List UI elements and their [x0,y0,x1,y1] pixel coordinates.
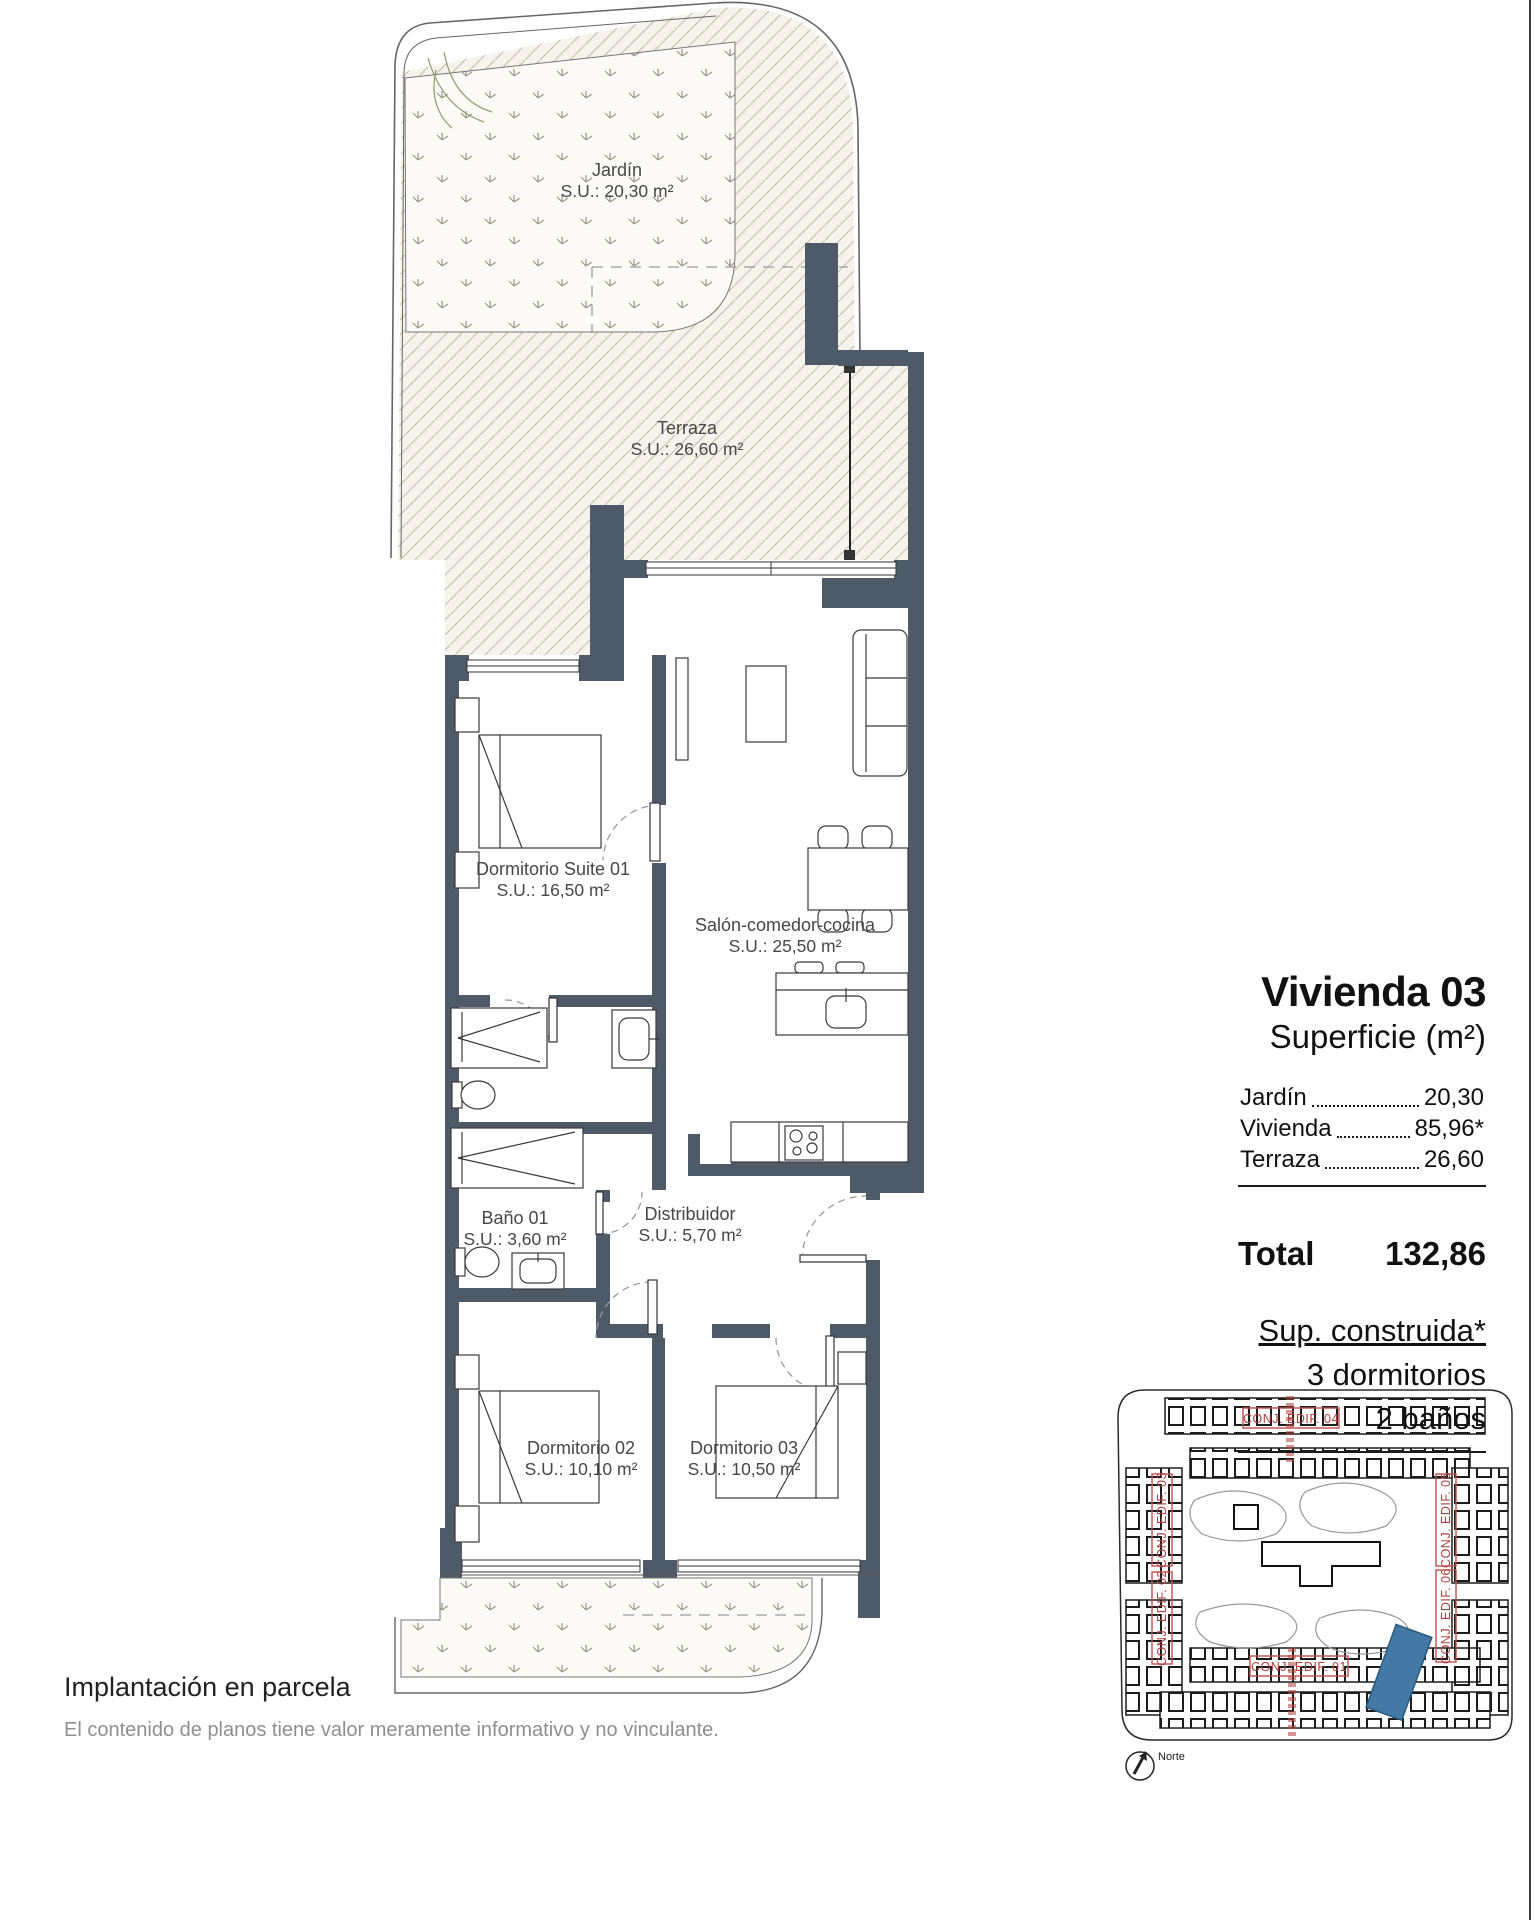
toilet-suite-icon [452,1081,495,1109]
label-distribuidor-area: S.U.: 5,70 m² [638,1225,742,1245]
siteplan-caption: Implantación en parcela [64,1672,351,1702]
label-salon-area: S.U.: 25,50 m² [728,936,842,956]
toilet-bano-icon [455,1247,499,1277]
svg-text:Norte: Norte [1158,1751,1185,1763]
bathtub-icon [612,1010,660,1068]
label-terraza: Terraza [656,418,718,438]
north-arrow-icon [1126,1751,1185,1780]
surface-row-label: Terraza [1240,1146,1321,1173]
kitchen-island-icon [776,962,908,1035]
label-dorm2: Dormitorio 02 [526,1438,636,1458]
coffee-table-icon [746,666,786,742]
sofa-icon [853,630,907,776]
sheet-border-line [1529,0,1531,1920]
label-dorm3: Dormitorio 03 [689,1438,799,1458]
wardrobe-suite-icon [451,1008,547,1068]
surface-row-jardin [1240,1082,1484,1113]
label-dorm3-area: S.U.: 10,50 m² [687,1459,801,1479]
label-dorm2-area: S.U.: 10,10 m² [524,1459,638,1479]
kitchen-counter-icon [731,1122,908,1162]
label-suite: Dormitorio Suite 01 [475,859,631,879]
surface-row-value: 85,96* [1414,1115,1484,1142]
site-label-edif06: CONJ. EDIF. 06 [1439,1568,1453,1664]
built-surface-note: Sup. construida* [1258,1313,1486,1348]
label-suite-area: S.U.: 16,50 m² [496,880,610,900]
site-label-edif04: CONJ. EDIF. 04 [1243,1412,1339,1426]
site-label-edif03: CONJ. EDIF. 03 [1155,1472,1169,1568]
dotted-leader [1325,1167,1419,1169]
footer-captions [64,1672,719,1742]
summary-panel [1238,968,1486,1453]
wardrobe-bano-icon [451,1128,583,1188]
label-jardin-area: S.U.: 20,30 m² [560,181,674,201]
label-salon: Salón-comedor-cocina [694,915,876,935]
surface-row-terraza [1240,1144,1484,1175]
surface-row-label: Vivienda [1240,1115,1332,1142]
baths-count: 2 baños [1238,1401,1486,1453]
site-label-edif01: CONJ. EDIF. 01 [1251,1660,1347,1674]
surface-row-value: 26,60 [1423,1146,1484,1173]
surface-row-vivienda [1240,1113,1484,1144]
surface-list [1238,1082,1486,1187]
site-label-edif05: CONJ. EDIF. 05 [1439,1472,1453,1568]
label-distribuidor: Distribuidor [644,1204,736,1224]
dotted-leader [1337,1136,1410,1138]
label-terraza-area: S.U.: 26,60 m² [630,439,744,459]
total-value: 132,86 [1385,1235,1486,1272]
sink-bano-icon [512,1253,564,1289]
total-label: Total [1238,1235,1315,1272]
site-label-edif02: CONJ. EDIF. 02 [1155,1570,1169,1666]
surface-row-value: 20,30 [1423,1084,1484,1111]
surface-row-label: Jardín [1240,1084,1307,1111]
bedrooms-count: 3 dormitorios [1306,1357,1486,1392]
dotted-leader [1312,1105,1419,1107]
surface-subtitle: Superficie (m²) [1269,1018,1486,1055]
label-bano-area: S.U.: 3,60 m² [463,1229,567,1249]
total-row [1238,1235,1486,1273]
label-jardin: Jardín [591,160,643,180]
disclaimer-note: El contenido de planos tiene valor meramente informativo y no vinculante. [64,1719,719,1741]
media-unit-icon [676,658,688,760]
label-bano: Baño 01 [481,1208,549,1228]
unit-title: Vivienda 03 [1261,968,1486,1015]
